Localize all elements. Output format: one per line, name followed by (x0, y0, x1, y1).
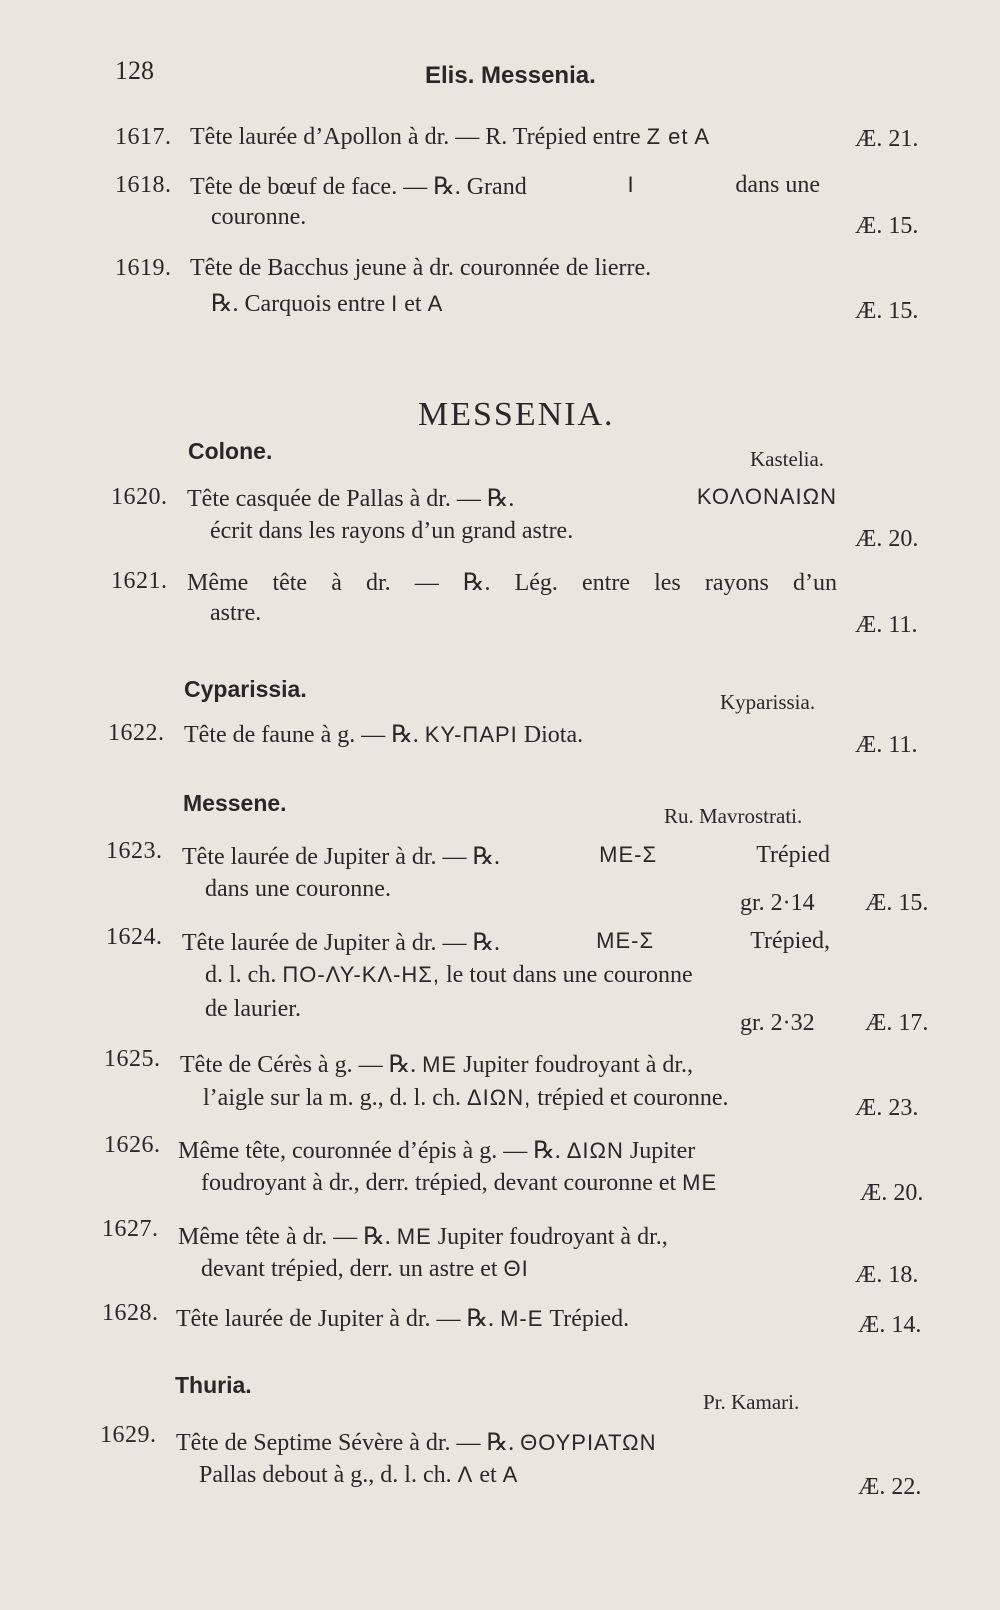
entry-text: et (398, 291, 428, 317)
entry-number: 1629. (100, 1422, 157, 1448)
metal-size: Æ. 11. (855, 612, 918, 638)
entry-number: 1623. (106, 838, 163, 864)
entry-text: Tête laurée de Jupiter à dr. — ℞. (182, 930, 501, 956)
entry-line (199, 1462, 518, 1489)
entry-text: Tête laurée d’Apollon à dr. — R. Trépied entre (190, 124, 647, 150)
greek-legend: ΜΕ-Σ (596, 928, 655, 953)
entry-text: Trépied, (750, 928, 830, 954)
entry-text: Tête laurée de Jupiter à dr. — ℞. (176, 1306, 501, 1332)
entry-text: Tête laurée de Jupiter à dr. — ℞. (182, 844, 501, 870)
greek-legend: ΠΟ-ΛΥ-ΚΛ-ΗΣ, (282, 962, 441, 987)
entry-text: dans une (735, 172, 820, 198)
entry-number: 1621. (111, 568, 168, 594)
greek-legend: I (391, 291, 399, 316)
entry-number: 1622. (108, 720, 165, 746)
entry-text: ℞. Carquois entre (211, 291, 392, 317)
greek-legend: A (427, 291, 444, 316)
entry-number: 1625. (104, 1046, 161, 1072)
metal-size: Æ. 17. (865, 1010, 929, 1036)
entry-line (180, 1050, 693, 1079)
entry-text: trépied et couronne. (531, 1085, 729, 1111)
greek-legend: Z et A (646, 124, 711, 149)
greek-legend: Λ (457, 1462, 474, 1487)
greek-legend: ΚΟΛΟΝΑΙΩΝ (696, 484, 837, 509)
greek-legend: Α (502, 1462, 519, 1487)
entry-text: devant trépied, derr. un astre et (201, 1256, 504, 1282)
entry-line: dans une couronne. (205, 876, 391, 902)
entry-line (184, 720, 583, 749)
entry-line (190, 124, 710, 151)
greek-legend: ΔΙΩΝ, (466, 1085, 532, 1110)
modern-place-name: Kyparissia. (720, 690, 816, 714)
entry-text: Même tête, couronnée d’épis à g. — ℞. (178, 1138, 567, 1164)
entry-text: Même tête à dr. — ℞. (178, 1224, 397, 1250)
entry-number: 1627. (102, 1216, 159, 1242)
metal-size: Æ. 15. (865, 890, 929, 916)
entry-number: 1628. (102, 1300, 159, 1326)
metal-size: Æ. 21. (855, 126, 919, 152)
weight: gr. 2·32 (740, 1010, 815, 1036)
entry-line: Tête de Bacchus jeune à dr. couronnée de lierre. (190, 255, 652, 281)
entry-line: astre. (210, 600, 262, 626)
entry-text: et (473, 1462, 503, 1488)
section-title: MESSENIA. (418, 396, 615, 433)
greek-legend: ΜΕ (422, 1052, 458, 1077)
entry-line: de laurier. (205, 996, 301, 1022)
entry-line (201, 1256, 529, 1283)
metal-size: Æ. 23. (855, 1095, 919, 1121)
entry-text: Pallas debout à g., d. l. ch. (199, 1462, 458, 1488)
entry-line (203, 1085, 728, 1112)
greek-legend: Μ-Ε (500, 1306, 544, 1331)
metal-size: Æ. 15. (855, 298, 919, 324)
entry-line (187, 484, 837, 513)
entry-line (182, 842, 830, 871)
place-name: Cyparissia. (184, 676, 307, 702)
place-name: Thuria. (175, 1372, 252, 1398)
greek-legend: I (627, 172, 635, 197)
place-name: Colone. (188, 438, 273, 464)
entry-text: d. l. ch. (205, 962, 283, 988)
metal-size: Æ. 11. (855, 732, 918, 758)
place-name: Messene. (183, 790, 287, 816)
entry-line (176, 1304, 629, 1333)
entry-line (205, 962, 693, 989)
weight: gr. 2·14 (740, 890, 815, 916)
entry-text: le tout dans une couronne (440, 962, 693, 988)
metal-size: Æ. 20. (860, 1180, 924, 1206)
entry-line: couronne. (211, 204, 307, 230)
greek-legend: ΚΥ-ΠΑΡΙ (424, 722, 518, 747)
entry-text: Diota. (517, 722, 584, 748)
entry-text: Trépied (756, 842, 830, 868)
entry-number: 1620. (111, 484, 168, 510)
metal-size: Æ. 20. (855, 526, 919, 552)
entry-number: 1618. (115, 172, 172, 198)
entry-number: 1619. (115, 255, 172, 281)
entry-text: Tête casquée de Pallas à dr. — ℞. (187, 486, 515, 512)
greek-legend: ΜΕ (682, 1170, 718, 1195)
entry-line (190, 172, 820, 201)
entry-number: 1624. (106, 924, 163, 950)
entry-line (211, 289, 443, 318)
greek-legend: ΘΟΥΡΙΑΤΩΝ (520, 1430, 657, 1455)
entry-number: 1617. (115, 124, 172, 150)
entry-text: Tête de faune à g. — ℞. (184, 722, 425, 748)
entry-text: Tête de bœuf de face. — ℞. Grand (190, 174, 527, 200)
modern-place-name: Kastelia. (750, 447, 825, 471)
greek-legend: ΜΕ-Σ (599, 842, 658, 867)
entry-line (178, 1222, 668, 1251)
modern-place-name: Pr. Kamari. (703, 1390, 800, 1414)
entry-text: l’aigle sur la m. g., d. l. ch. (203, 1085, 467, 1111)
metal-size: Æ. 15. (855, 213, 919, 239)
page-number: 128 (115, 56, 154, 85)
entry-text: Trépied. (543, 1306, 630, 1332)
metal-size: Æ. 18. (855, 1262, 919, 1288)
metal-size: Æ. 22. (858, 1474, 922, 1500)
entry-text: Jupiter foudroyant à dr., (431, 1224, 668, 1250)
greek-legend: ΜΕ (396, 1224, 432, 1249)
entry-number: 1626. (104, 1132, 161, 1158)
entry-text: Jupiter (623, 1138, 696, 1164)
greek-legend: ΔΙΩΝ (566, 1138, 624, 1163)
entry-line (201, 1170, 717, 1197)
entry-text: Tête de Septime Sévère à dr. — ℞. (176, 1430, 521, 1456)
entry-line (182, 928, 830, 957)
entry-text: Jupiter foudroyant à dr., (457, 1052, 694, 1078)
metal-size: Æ. 14. (858, 1312, 922, 1338)
entry-text: Tête de Cérès à g. — ℞. (180, 1052, 423, 1078)
entry-line (176, 1428, 656, 1457)
entry-line (178, 1136, 695, 1165)
entry-text: foudroyant à dr., derr. trépied, devant couronne et (201, 1170, 683, 1196)
entry-line: Même tête à dr. — ℞. Lég. entre les rayons d’un (187, 570, 837, 596)
greek-legend: ΘΙ (503, 1256, 529, 1281)
entry-line: écrit dans les rayons d’un grand astre. (210, 518, 574, 544)
running-title: Elis. Messenia. (425, 62, 596, 89)
modern-place-name: Ru. Mavrostrati. (664, 804, 803, 828)
